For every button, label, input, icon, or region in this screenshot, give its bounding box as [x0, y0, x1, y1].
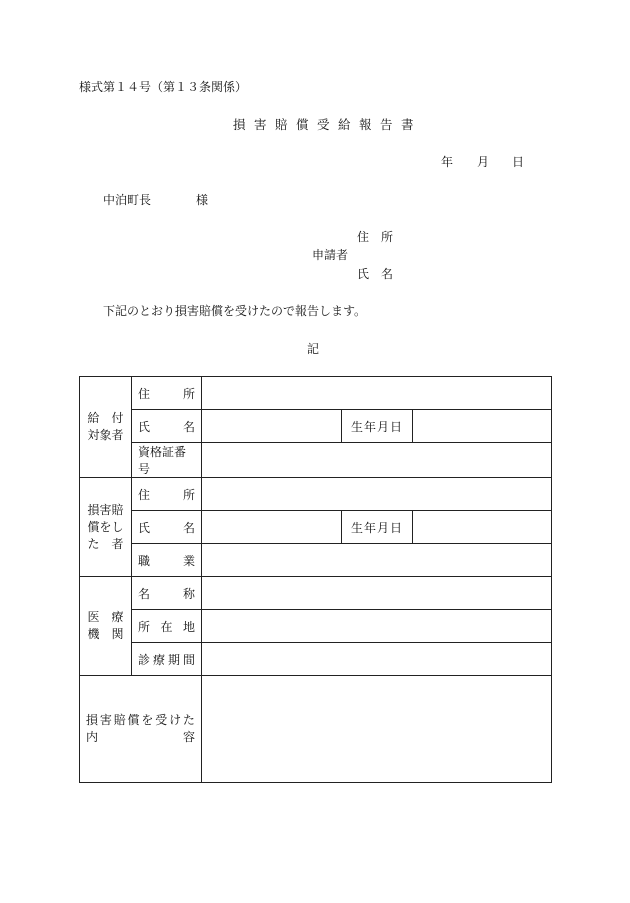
ki-label: 記	[307, 342, 320, 356]
compensator-group-line1: 損害賠	[87, 502, 124, 517]
compensation-content-line1	[86, 712, 195, 729]
label-char: 氏	[138, 520, 151, 535]
compensator-birthdate-field[interactable]	[413, 511, 552, 544]
label-char: 地	[182, 619, 195, 634]
applicant-address-label: 住 所	[357, 230, 394, 244]
label-char: 受	[155, 713, 168, 727]
medical-institution-group-label	[80, 577, 132, 676]
label-char: け	[169, 713, 182, 727]
compensator-group-line3: た 者	[87, 536, 124, 551]
compensator-birthdate-label: 生年月日	[342, 511, 413, 544]
location-field[interactable]	[202, 610, 552, 643]
applicant-name-label: 氏 名	[357, 267, 394, 281]
label-char: 所	[182, 487, 195, 502]
label-char: 住	[138, 487, 151, 502]
label-char: 称	[182, 586, 195, 601]
statement: 下記のとおり損害賠償を受けたので報告します。	[103, 304, 367, 318]
beneficiary-name-label	[132, 410, 202, 443]
label-char: た	[182, 713, 195, 727]
label-char: 間	[182, 652, 195, 667]
compensation-content-label	[80, 676, 202, 783]
qualification-number-label: 資格証番号	[132, 443, 202, 478]
treatment-period-field[interactable]	[202, 643, 552, 676]
compensation-content-field[interactable]	[202, 676, 552, 783]
qualification-number-field[interactable]	[202, 443, 552, 478]
compensator-address-label	[132, 478, 202, 511]
occupation-label	[132, 544, 202, 577]
label-char: 業	[182, 553, 195, 568]
compensator-group-line2: 償をし	[87, 519, 124, 534]
institution-name-field[interactable]	[202, 577, 552, 610]
label-char: 損	[86, 713, 99, 727]
beneficiary-birthdate-label: 生年月日	[342, 410, 413, 443]
beneficiary-address-field[interactable]	[202, 377, 552, 410]
addressee: 中泊町長	[103, 193, 152, 207]
label-char: 名	[182, 419, 195, 434]
date-year-label: 年	[441, 155, 454, 169]
treatment-period-label	[132, 643, 202, 676]
label-char: 職	[138, 553, 151, 568]
label-char: 名	[182, 520, 195, 535]
compensator-name-field[interactable]	[202, 511, 342, 544]
label-char: 住	[138, 386, 151, 401]
label-char: 内	[86, 730, 99, 744]
report-table	[79, 376, 552, 783]
label-char: 療	[152, 652, 165, 667]
institution-name-label	[132, 577, 202, 610]
beneficiary-address-label	[132, 377, 202, 410]
date-day-label: 日	[512, 155, 525, 169]
label-char: 所	[138, 619, 151, 634]
compensator-group-label	[80, 478, 132, 577]
label-char: 容	[182, 730, 195, 744]
beneficiary-name-field[interactable]	[202, 410, 342, 443]
medical-group-line2: 機 関	[87, 627, 124, 641]
beneficiary-group-label	[80, 377, 132, 478]
label-char: 氏	[138, 419, 151, 434]
label-char: を	[141, 713, 154, 727]
label-char: 害	[99, 713, 112, 727]
label-char: 償	[127, 713, 140, 727]
compensator-address-field[interactable]	[202, 478, 552, 511]
compensation-content-line2	[86, 729, 195, 746]
beneficiary-group-line2: 対象者	[87, 428, 124, 442]
label-char: 賠	[113, 713, 126, 727]
medical-group-line1: 医 療	[87, 610, 124, 624]
label-char: 診	[138, 652, 151, 667]
label-char: 在	[160, 619, 173, 634]
label-char: 名	[138, 586, 151, 601]
label-char: 所	[182, 386, 195, 401]
label-char: 期	[167, 652, 180, 667]
document-title: 損害賠償受給報告書	[233, 117, 423, 132]
compensator-name-label	[132, 511, 202, 544]
honorific: 様	[196, 193, 209, 207]
form-number: 様式第１４号（第１３条関係）	[79, 80, 248, 94]
location-label	[132, 610, 202, 643]
beneficiary-group-line1: 給 付	[87, 411, 124, 425]
applicant-label: 申請者	[312, 248, 349, 262]
date-month-label: 月	[477, 155, 490, 169]
beneficiary-birthdate-field[interactable]	[413, 410, 552, 443]
occupation-field[interactable]	[202, 544, 552, 577]
